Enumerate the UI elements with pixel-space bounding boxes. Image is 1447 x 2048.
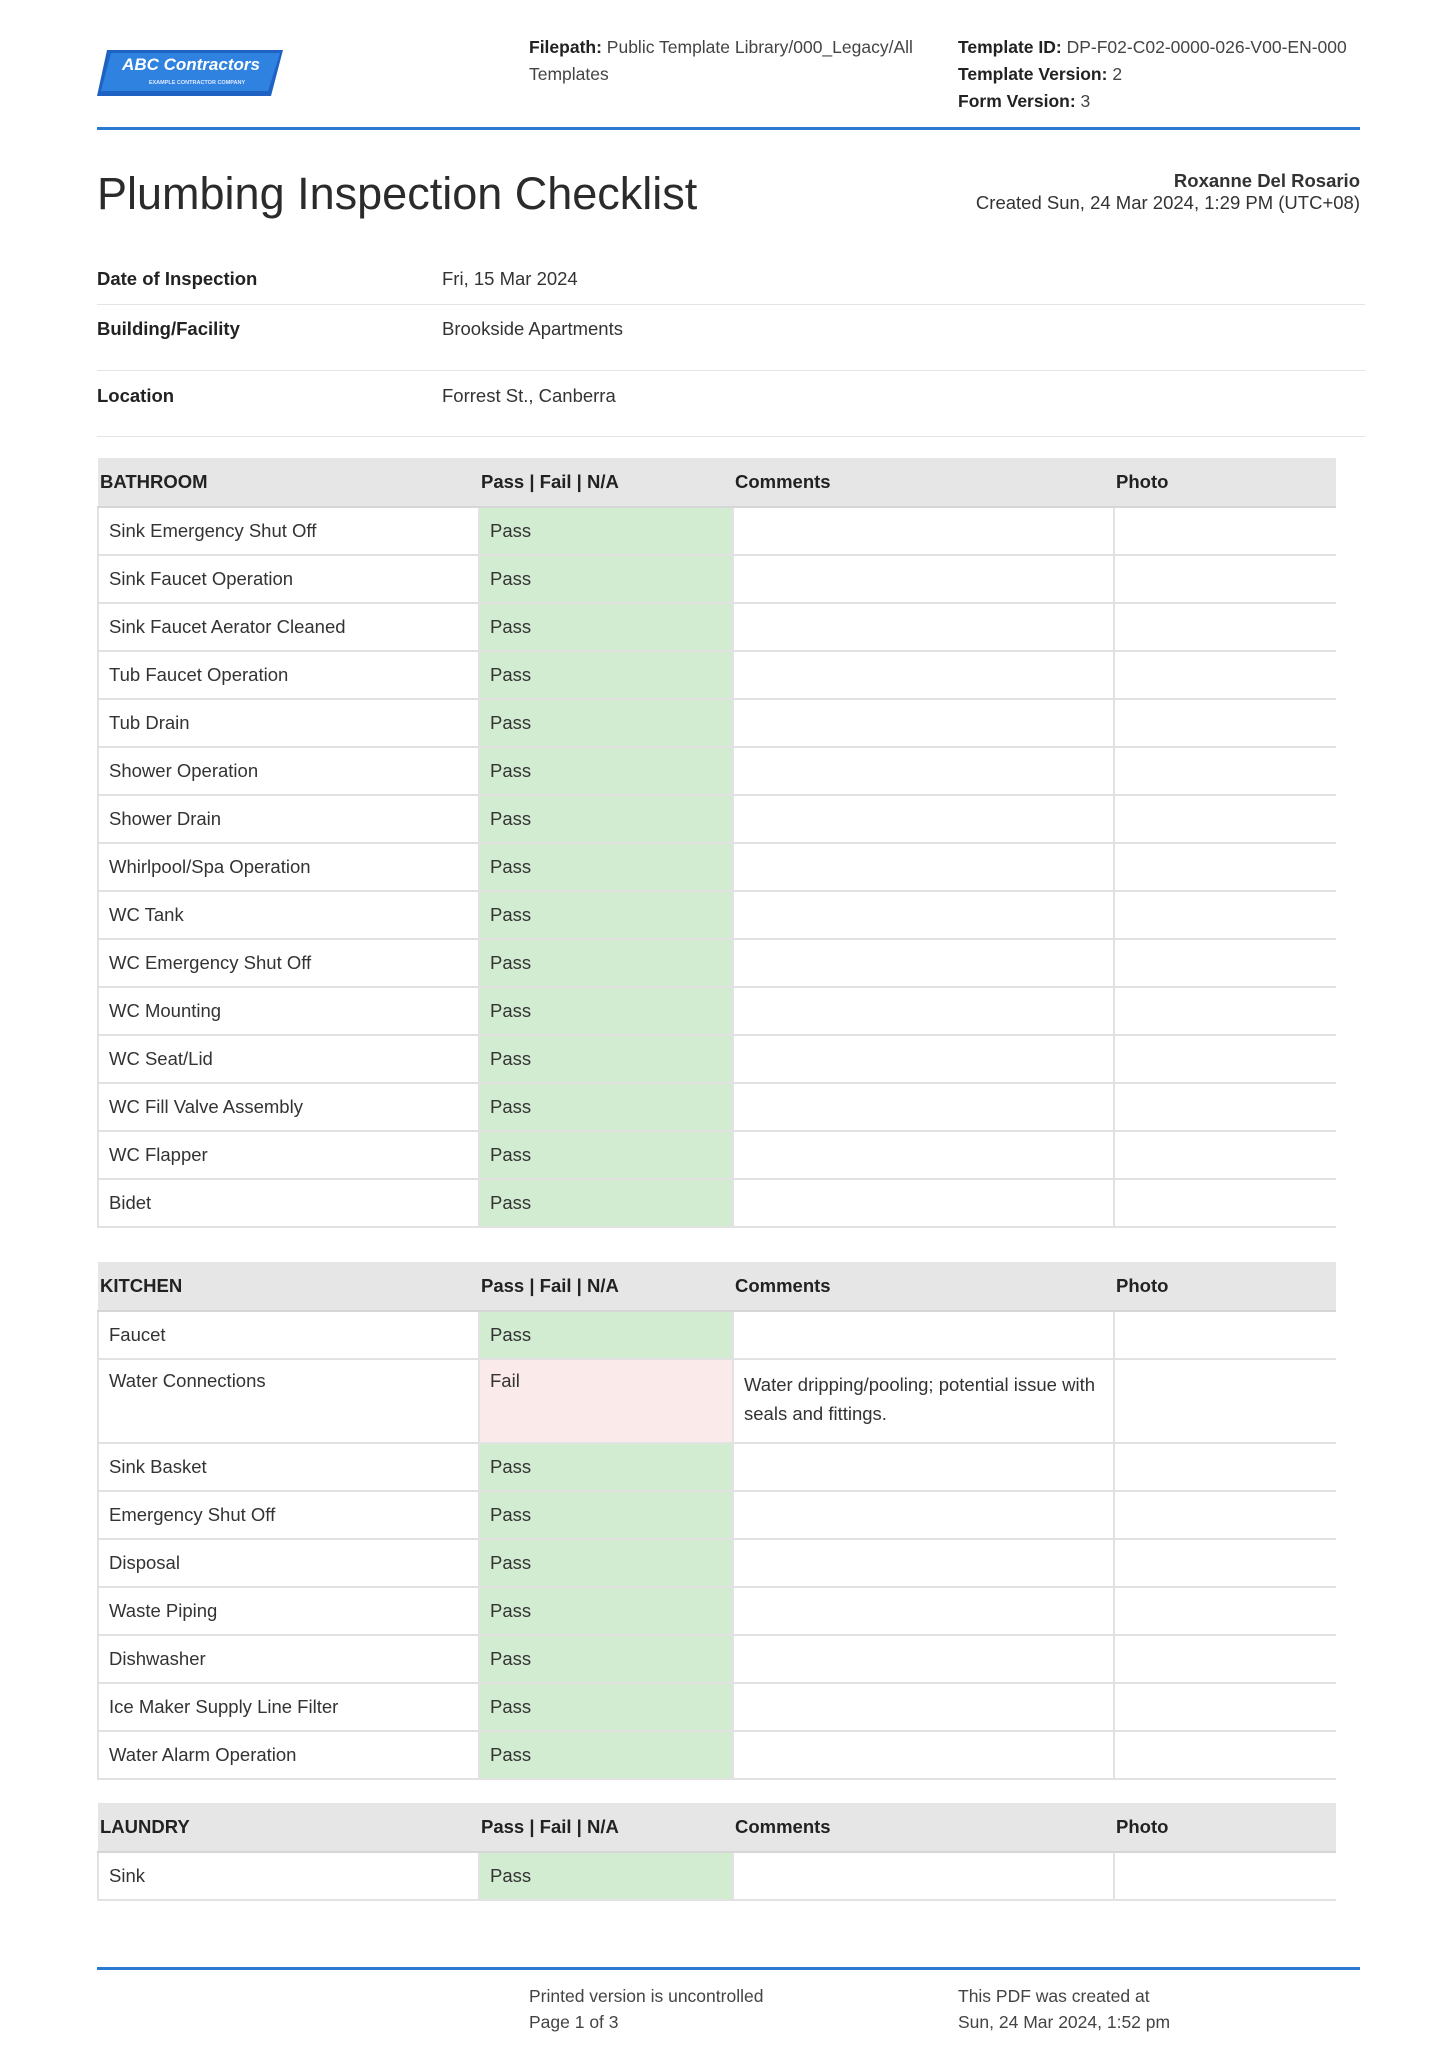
table-row: [98, 1491, 1336, 1539]
result-value: Pass: [479, 1539, 733, 1587]
result-value: Pass: [479, 1491, 733, 1539]
item-label: Disposal: [98, 1539, 479, 1587]
col-photo-header: Photo: [1114, 1803, 1336, 1852]
item-label: Dishwasher: [98, 1635, 479, 1683]
comment-value: [733, 603, 1114, 651]
item-label: Faucet: [98, 1311, 479, 1359]
table-row: [98, 555, 1336, 603]
item-label: Sink Faucet Aerator Cleaned: [98, 603, 479, 651]
table-row: [98, 651, 1336, 699]
result-value: Pass: [479, 507, 733, 555]
photo-cell: [1114, 747, 1336, 795]
info-value: Brookside Apartments: [442, 318, 623, 339]
filepath-label: Filepath:: [529, 37, 602, 57]
result-value: Pass: [479, 939, 733, 987]
result-value: Pass: [479, 795, 733, 843]
comment-value: [733, 891, 1114, 939]
col-result-header: Pass | Fail | N/A: [479, 458, 733, 507]
result-value: Pass: [479, 555, 733, 603]
item-label: Water Alarm Operation: [98, 1731, 479, 1779]
item-label: Ice Maker Supply Line Filter: [98, 1683, 479, 1731]
comment-value: [733, 747, 1114, 795]
info-value: Forrest St., Canberra: [442, 385, 616, 406]
created-date: Created Sun, 24 Mar 2024, 1:29 PM (UTC+08): [975, 192, 1360, 213]
photo-cell: [1114, 1635, 1336, 1683]
table-row: [98, 987, 1336, 1035]
result-value: Pass: [479, 603, 733, 651]
info-row-building: [97, 304, 1365, 371]
item-label: WC Mounting: [98, 987, 479, 1035]
photo-cell: [1114, 1359, 1336, 1443]
table-row: [98, 1683, 1336, 1731]
item-label: WC Seat/Lid: [98, 1035, 479, 1083]
form-version-label: Form Version:: [958, 91, 1076, 111]
photo-cell: [1114, 1131, 1336, 1179]
table-row: [98, 747, 1336, 795]
photo-cell: [1114, 1179, 1336, 1227]
photo-cell: [1114, 1587, 1336, 1635]
col-comments-header: Comments: [733, 458, 1114, 507]
table-row: [98, 891, 1336, 939]
photo-cell: [1114, 1852, 1336, 1900]
template-version-value: 2: [1112, 64, 1123, 84]
item-label: Emergency Shut Off: [98, 1491, 479, 1539]
item-label: WC Tank: [98, 891, 479, 939]
result-value: Pass: [479, 1443, 733, 1491]
comment-value: [733, 1683, 1114, 1731]
comment-value: [733, 1491, 1114, 1539]
logo-tagline: EXAMPLE CONTRACTOR COMPANY: [148, 80, 246, 86]
result-value: Pass: [479, 1683, 733, 1731]
photo-cell: [1114, 891, 1336, 939]
table-row: [98, 1731, 1336, 1779]
item-label: WC Emergency Shut Off: [98, 939, 479, 987]
comment-value: [733, 1179, 1114, 1227]
result-value: Pass: [479, 1731, 733, 1779]
comment-value: [733, 939, 1114, 987]
logo-name: ABC Contractors: [122, 55, 260, 74]
footer-created-info: [958, 1983, 1170, 2035]
table-row: [98, 1539, 1336, 1587]
photo-cell: [1114, 1731, 1336, 1779]
comment-value: [733, 987, 1114, 1035]
author-block: [976, 170, 1360, 214]
footer-divider: [97, 1967, 1360, 1970]
company-logo: [97, 46, 283, 104]
table-row: [98, 1179, 1336, 1227]
result-value: Pass: [479, 1311, 733, 1359]
table-row: [98, 1035, 1336, 1083]
table-row: [98, 1635, 1336, 1683]
comment-value: [733, 1035, 1114, 1083]
col-comments-header: Comments: [733, 1262, 1114, 1311]
template-version-label: Template Version:: [958, 64, 1108, 84]
comment-value: [733, 1539, 1114, 1587]
filepath-value: Public Template Library/000_Legacy/All: [606, 37, 913, 57]
info-row-location: [97, 370, 1365, 437]
photo-cell: [1114, 1683, 1336, 1731]
item-label: Tub Faucet Operation: [98, 651, 479, 699]
photo-cell: [1114, 1539, 1336, 1587]
comment-value: [733, 1731, 1114, 1779]
page-title: Plumbing Inspection Checklist: [97, 168, 698, 219]
comment-value: [733, 507, 1114, 555]
photo-cell: [1114, 1443, 1336, 1491]
table-row: [98, 1083, 1336, 1131]
photo-cell: [1114, 507, 1336, 555]
header-divider: [97, 127, 1360, 130]
item-label: Waste Piping: [98, 1587, 479, 1635]
result-value: Pass: [479, 747, 733, 795]
result-value: Pass: [479, 699, 733, 747]
photo-cell: [1114, 939, 1336, 987]
table-row: [98, 1311, 1336, 1359]
photo-cell: [1114, 795, 1336, 843]
item-label: Bidet: [98, 1179, 479, 1227]
comment-value: [733, 1311, 1114, 1359]
item-label: Sink Basket: [98, 1443, 479, 1491]
photo-cell: [1114, 1311, 1336, 1359]
item-label: Tub Drain: [98, 699, 479, 747]
table-row: [98, 795, 1336, 843]
table-row: [98, 1587, 1336, 1635]
info-label: Building/Facility: [97, 318, 240, 339]
author-name: Roxanne Del Rosario: [1173, 170, 1360, 191]
comment-value: [733, 1083, 1114, 1131]
footer-uncontrolled: Printed version is uncontrolled: [529, 1986, 764, 2006]
item-label: Whirlpool/Spa Operation: [98, 843, 479, 891]
photo-cell: [1114, 987, 1336, 1035]
table-row: [98, 1359, 1336, 1443]
comment-value: [733, 795, 1114, 843]
col-result-header: Pass | Fail | N/A: [479, 1262, 733, 1311]
result-value: Pass: [479, 1083, 733, 1131]
info-label: Location: [97, 385, 175, 406]
info-value: Fri, 15 Mar 2024: [442, 268, 578, 289]
result-value: Pass: [479, 987, 733, 1035]
table-row: [98, 1852, 1336, 1900]
table-row: [98, 507, 1336, 555]
template-info-block: [958, 34, 1378, 115]
photo-cell: [1114, 603, 1336, 651]
footer-created-label: This PDF was created at: [958, 1986, 1150, 2006]
comment-value: [733, 651, 1114, 699]
photo-cell: [1114, 1083, 1336, 1131]
item-label: WC Fill Valve Assembly: [98, 1083, 479, 1131]
info-label: Date of Inspection: [97, 268, 258, 289]
table-row: [98, 1131, 1336, 1179]
comment-value: [733, 1587, 1114, 1635]
result-value: Pass: [479, 1035, 733, 1083]
result-value: Pass: [479, 1131, 733, 1179]
comment-value: [733, 1443, 1114, 1491]
filepath-block: [529, 34, 949, 88]
footer-page-number: Page 1 of 3: [529, 2012, 619, 2032]
photo-cell: [1114, 1491, 1336, 1539]
footer-print-info: [529, 1983, 763, 2035]
photo-cell: [1114, 651, 1336, 699]
info-row-date: [97, 266, 1365, 305]
photo-cell: [1114, 843, 1336, 891]
photo-cell: [1114, 555, 1336, 603]
section-name: LAUNDRY: [98, 1803, 479, 1852]
photo-cell: [1114, 1035, 1336, 1083]
result-value: Pass: [479, 651, 733, 699]
item-label: Sink Faucet Operation: [98, 555, 479, 603]
table-row: [98, 843, 1336, 891]
comment-value: [733, 1852, 1114, 1900]
item-label: Sink: [98, 1852, 479, 1900]
table-row: [98, 939, 1336, 987]
template-id-value: DP-F02-C02-0000-026-V00-EN-000: [1066, 37, 1347, 57]
table-row: [98, 1443, 1336, 1491]
form-version-value: 3: [1080, 91, 1091, 111]
template-id-label: Template ID:: [958, 37, 1062, 57]
item-label: Shower Drain: [98, 795, 479, 843]
result-value: Pass: [479, 1635, 733, 1683]
item-label: Sink Emergency Shut Off: [98, 507, 479, 555]
filepath-value-2: Templates: [529, 64, 609, 84]
comment-value: [733, 843, 1114, 891]
section-name: BATHROOM: [98, 458, 479, 507]
result-value: Pass: [479, 1179, 733, 1227]
comment-value: [733, 1131, 1114, 1179]
col-comments-header: Comments: [733, 1803, 1114, 1852]
col-photo-header: Photo: [1114, 1262, 1336, 1311]
result-value: Pass: [479, 843, 733, 891]
table-row: [98, 699, 1336, 747]
table-row: [98, 603, 1336, 651]
col-photo-header: Photo: [1114, 458, 1336, 507]
photo-cell: [1114, 699, 1336, 747]
result-value: Pass: [479, 891, 733, 939]
comment-value: Water dripping/pooling; potential issue with seals and fittings.: [733, 1359, 1114, 1443]
item-label: Water Connections: [98, 1359, 479, 1443]
comment-value: [733, 1635, 1114, 1683]
item-label: WC Flapper: [98, 1131, 479, 1179]
comment-value: [733, 555, 1114, 603]
footer-created-value: Sun, 24 Mar 2024, 1:52 pm: [958, 2012, 1171, 2032]
section-bathroom: [97, 458, 1336, 1228]
section-laundry: [97, 1803, 1336, 1901]
result-value: Fail: [479, 1359, 733, 1443]
item-label: Shower Operation: [98, 747, 479, 795]
result-value: Pass: [479, 1852, 733, 1900]
section-name: KITCHEN: [98, 1262, 479, 1311]
col-result-header: Pass | Fail | N/A: [479, 1803, 733, 1852]
section-kitchen: [97, 1262, 1336, 1780]
comment-value: [733, 699, 1114, 747]
result-value: Pass: [479, 1587, 733, 1635]
